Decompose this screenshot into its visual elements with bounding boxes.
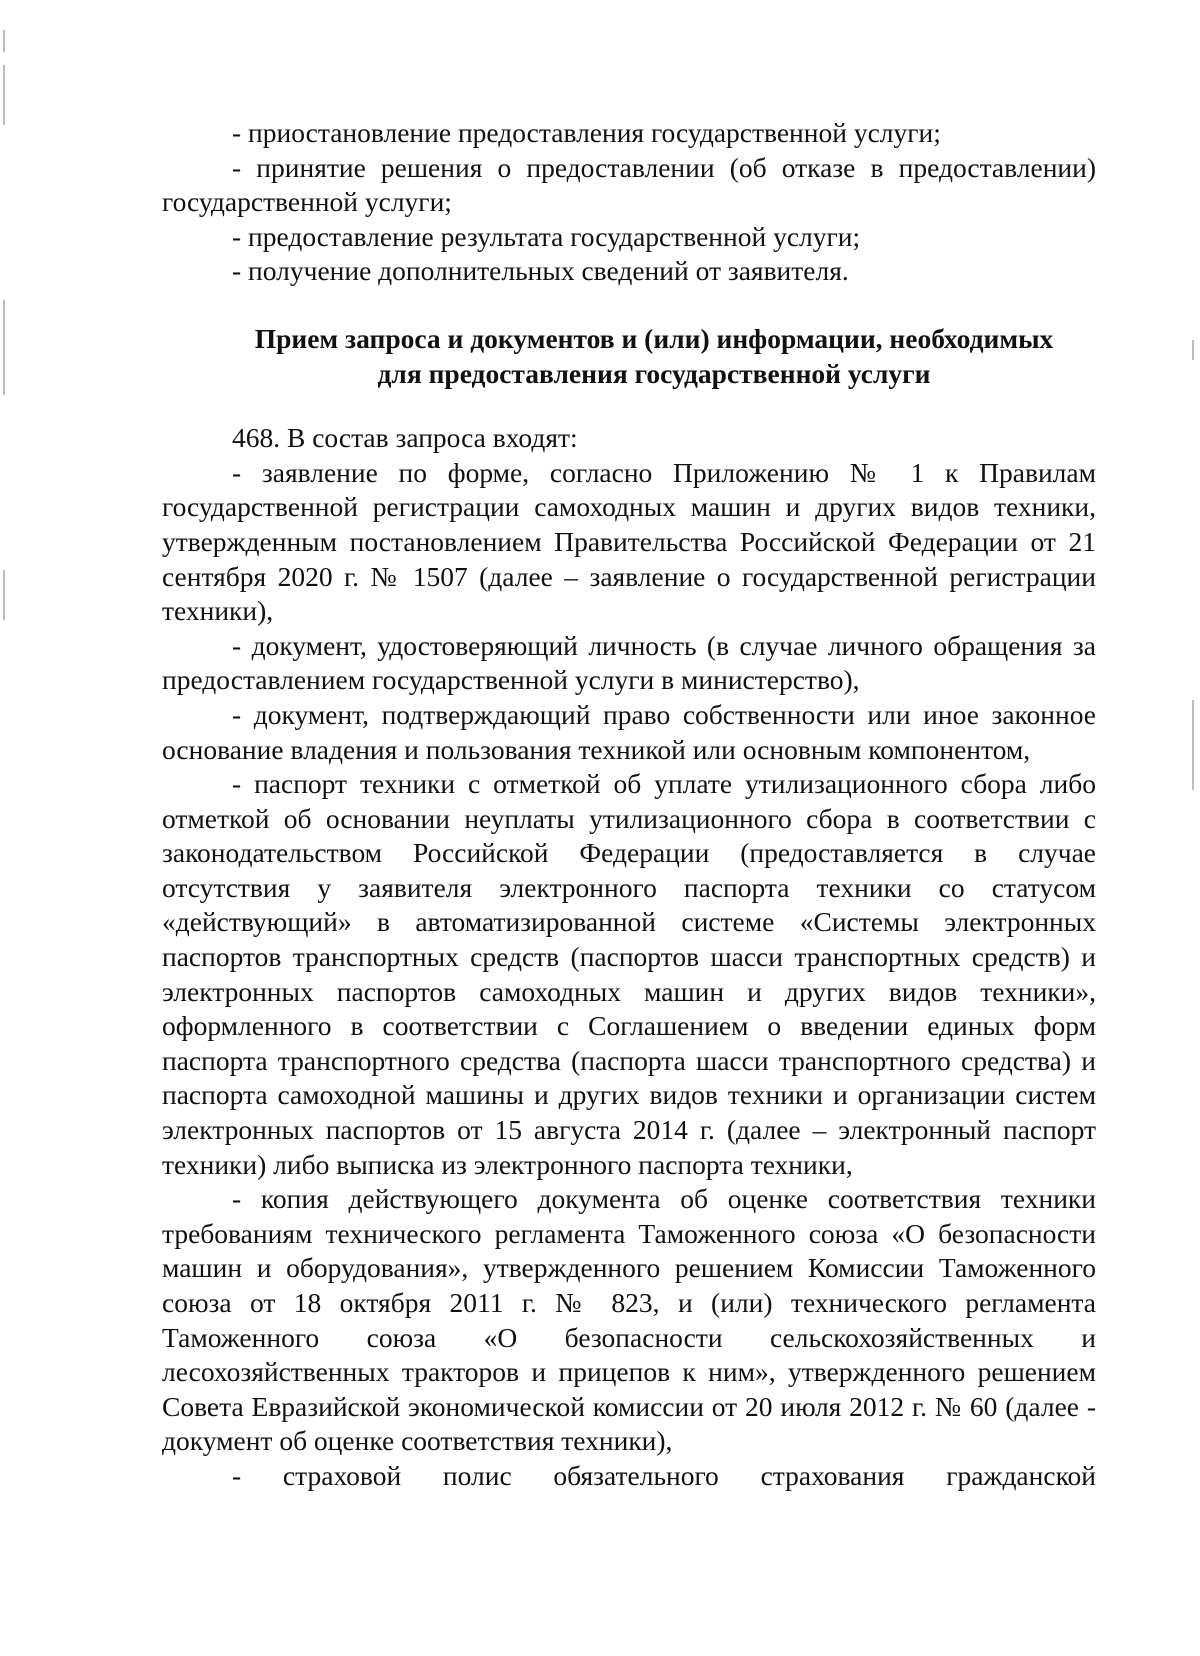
intro-item: - получение дополнительных сведений от заявителя.	[232, 255, 849, 287]
list-item: - документ, подтверждающий право собственности или иное законное основание владения и пользования техникой или основным компонентом,	[162, 698, 1096, 765]
intro-item: - принятие решения о предоставлении (об отказе в предоставлении) государственной услуги;	[162, 151, 1096, 218]
list-item: - паспорт техники с отметкой об уплате утилизационного сбора либо отметкой об основании неуплаты утилизационного сбора в соответствии с законодательством Российской Федерации (предоставляется в случае отсутствия у заявителя электронного паспорта техники со статусом «действующий» в автоматизированной системе «Системы электронных паспортов транспортных средств (паспортов шасси транспортных средств) и электронных паспортов самоходных машин и других видов техники», оформленного в соответствии с Соглашением о введении единых форм паспорта транспортного средства (паспорта шасси транспортного средства) и паспорта самоходной машины и других видов техники и организации систем электронных паспортов от 15 августа 2014 г. (далее – электронный паспорт техники) либо выписка из электронного паспорта техники,	[162, 768, 1096, 1180]
list-item-fragment: - страховой полис обязательного страхования гражданской	[232, 1459, 1096, 1491]
intro-item: - приостановление предоставления государственной услуги;	[232, 117, 941, 148]
section-heading-line: для предоставления государственной услуги	[377, 357, 931, 389]
spacer	[162, 289, 1096, 322]
scan-edge-mark	[1192, 700, 1194, 790]
scan-edge-mark	[3, 300, 5, 395]
scan-edge-mark	[3, 30, 5, 52]
intro-item: - предоставление результата государственной услуги;	[232, 220, 861, 252]
document-body	[162, 116, 1096, 1494]
scan-edge-mark	[1192, 340, 1194, 360]
list-item: - копия действующего документа об оценке соответствия техники требованиям технического регламента Таможенного союза «О безопасности машин и оборудования», утвержденного решением Комиссии Таможенного союза от 18 октября 2011 г. № 823, и (или) технического регламента Таможенного союза «О безопасности сельскохозяйственных и лесохозяйственных тракторов и прицепов к ним», утвержденного решением Совета Евразийской экономической комиссии от 20 июля 2012 г. № 60 (далее - документ об оценке соответствия техники),	[162, 1183, 1096, 1457]
list-item: - заявление по форме, согласно Приложению № 1 к Правилам государственной регистрации самоходных машин и других видов техники, утвержденным постановлением Правительства Российской Федерации от 21 сентября 2020 г. № 1507 (далее – заявление о государственной регистрации техники),	[162, 456, 1096, 627]
paragraph-468-lead: 468. В состав запроса входят:	[232, 422, 578, 454]
section-heading-line: Прием запроса и документов и (или) информации, необходимых	[254, 322, 1054, 354]
scan-edge-mark	[3, 65, 5, 125]
list-item: - документ, удостоверяющий личность (в случае личного обращения за предоставлением государственной услуги в министерство),	[162, 629, 1096, 696]
spacer	[162, 391, 1096, 421]
section-heading	[162, 322, 1096, 391]
scan-edge-mark	[3, 570, 5, 620]
